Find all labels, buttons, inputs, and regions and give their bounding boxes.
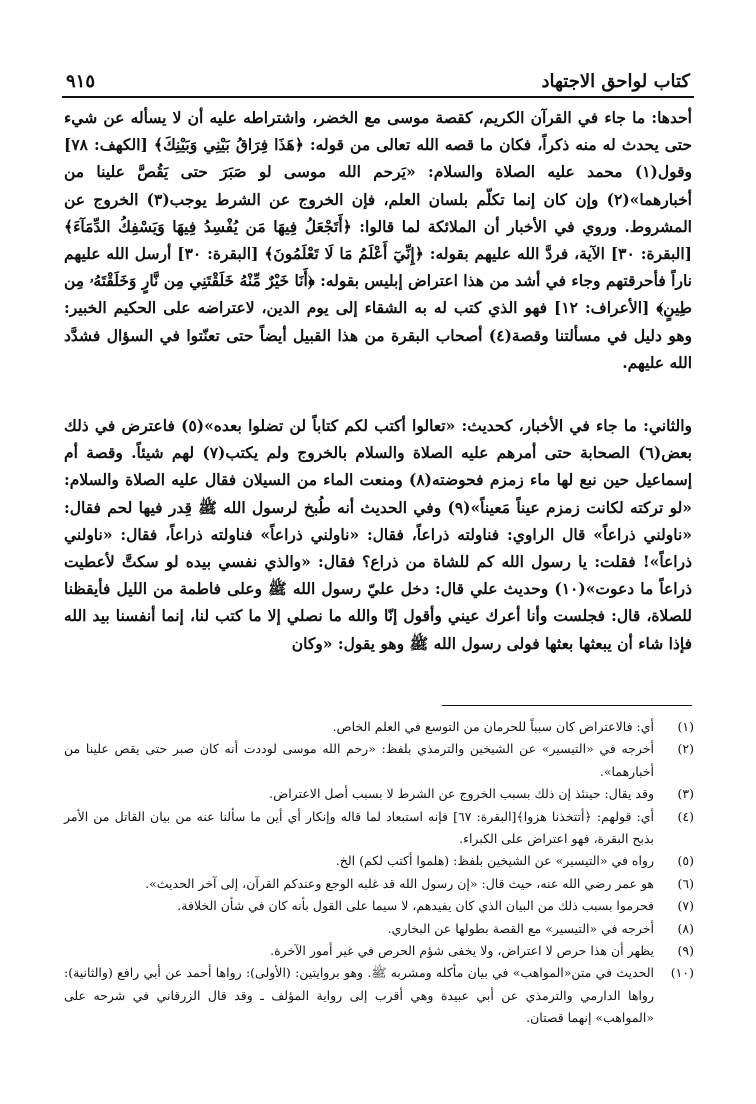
footnote: [64, 962, 694, 1029]
footnote-text: الحديث في متن«المواهب» في بيان مأكله ومشربه ﷺ. وهو بروايتين: (الأولى): رواها أحمد عن أبي رافع (والثانية): رواها الدارمي والترمذي عن أبي عبيدة وهي أقرب إلى رواية المؤلف ـ وقد قال الزرقاني في شرحه على «المواهب» إنهما قصتان.: [64, 965, 654, 1026]
header-rule: [62, 96, 694, 98]
footnote: [64, 716, 694, 738]
footnote-text: يظهر أن هذا حرص لا اعتراض، ولا يخفى شؤم الحرص في غير أمور الآخرة.: [270, 943, 654, 959]
footnote-text: رواه في «التيسير» عن الشيخين بلفظ: (هلموا أكتب لكم) الخ.: [335, 853, 654, 869]
footnote-text: فحرموا بسبب ذلك من البيان الذي كان يفيدهم، لا سيما على القول بأنه كان في شأن الخلافة.: [177, 898, 654, 914]
footnotes: [64, 716, 694, 1030]
footnote-rule: [442, 705, 692, 706]
footnote-number: (٦): [677, 875, 694, 891]
footnote-text: أي: قولهم: ﴿أتتخذنا هزوا﴾[البقرة: ٦٧] فإنه استبعاد لما قاله وإنكار أي أين ما سألنا عنه من بيان القاتل من الأمر بذبح البقرة، فهو اعتراض على الكبراء.: [64, 808, 654, 847]
footnote-number: (١): [677, 719, 694, 734]
page-header: [66, 64, 690, 92]
footnote-number: (٩): [677, 943, 694, 959]
footnote: [64, 940, 694, 962]
footnote: [64, 738, 694, 783]
footnote-number: (٤): [677, 808, 694, 824]
paragraph-first: أحدها: ما جاء في القرآن الكريم، كقصة موسى مع الخضر، واشتراطه عليه أن لا يسأله عن شيء حتى يحدث له منه ذكراً، فكان ما قصه الله تعالى من قوله: ﴿هَذَا فِرَاقُ بَيْنِي وَبَيْنِكَ﴾ [الكهف: ٧٨] وقول(١) محمد عليه الصلاة والسلام: «يَرحم الله موسى لو صَبَرَ حتى يَقُصَّ علينا من أخبارهما»(٢) وإن كان إنما تكلّم بلسان العلم، فإن الخروج عن الشرط يوجب(٣) الخروج عن المشروط. وروي في الأخبار أن الملائكة لما قالوا: ﴿أَتَجْعَلُ فِيهَا مَن يُفْسِدُ فِيهَا وَيَسْفِكُ الدِّمَآءَ﴾ [البقرة: ٣٠] الآية، فردَّ الله عليهم بقوله: ﴿إِنِّيٓ أَعْلَمُ مَا لَا تَعْلَمُونَ﴾ [البقرة: ٣٠] أرسل الله عليهم ناراً فأحرقتهم وجاء في أشد من هذا اعتراض إبليس بقوله: ﴿أَنَا خَيْرٌ مِّنْهُ خَلَقْتَنِي مِن نَّارٍ وَخَلَقْتَهُۥ مِن طِينٍ﴾ [الأعراف: ١٢] فهو الذي كتب له به الشقاء إلى يوم الدين، لاعتراضه على الحكيم الخبير: وهو دليل في مسألتنا وقصة(٤) أصحاب البقرة من هذا القبيل أيضاً حتى تعنّتوا في السؤال فشدَّد الله عليهم.: [64, 108, 693, 372]
footnote-number: (٥): [677, 853, 694, 869]
footnote-number: (١٠): [670, 965, 694, 981]
footnote: [64, 783, 694, 805]
footnote: [64, 918, 694, 940]
footnote-text: أخرجه في «التيسير» مع القصة بطولها عن البخاري.: [387, 920, 654, 936]
footnote-text: أخرجه في «التيسير» عن الشيخين والترمذي بلفظ: «رحم الله موسى لوددت أنه كان صبر حتى يقص علينا من أخبارهما».: [64, 741, 654, 779]
footnote: [64, 895, 694, 917]
footnote-text: هو عمر رضي الله عنه، حيث قال: «إن رسول الله قد غلبه الوجع وعندكم القرآن، إلى آخر الحديث».: [145, 875, 654, 891]
footnote-number: (٧): [677, 898, 694, 914]
running-title: كتاب لواحق الاجتهاد: [541, 71, 690, 92]
footnote: [64, 806, 694, 851]
footnote-number: (٨): [677, 920, 694, 936]
footnote: [64, 873, 694, 895]
footnote: [64, 850, 694, 872]
footnote-number: (٣): [677, 786, 694, 802]
footnote-text: أي: فالاعتراض كان سبباً للحرمان من التوسع في العلم الخاص.: [332, 719, 654, 734]
page-number: ٩١٥: [66, 71, 96, 92]
main-text: [64, 104, 692, 657]
paragraph-second: والثاني: ما جاء في الأخبار، كحديث: «تعالوا أكتب لكم كتاباً لن تضلوا بعده»(٥) فاعترض في ذلك بعض(٦) الصحابة حتى أمرهم عليه الصلاة والسلام بالخروج ولم يكتب(٧) لهم شيئاً. وقصة أم إسماعيل حين نبع لها ماء زمزم فحوضته(٨) ومنعت الماء من السيلان فقال عليه الصلاة والسلام: «لو تركته لكانت زمزم عيناً مَعيناً»(٩) وفي الحديث أنه طُبخ لرسول الله ﷺ قِدر فيها لحم فقال: «ناولني ذراعاً» قال الراوي: فناولته ذراعاً، فقال: «ناولني ذراعاً» فناولته ذراعاً، فقال: «ناولني ذراعاً»! فقلت: يا رسول الله كم للشاة من ذراع؟ فقال: «والذي نفسي بيده لو سكتَّ لأعطيت ذراعاً ما دعوت»(١٠) وحديث علي قال: دخل عليّ رسول الله ﷺ وعلى فاطمة من الليل فأيقظنا للصلاة، قال: فجلست وأنا أعرك عيني وأقول إنّا والله ما نصلي إلا ما كتب لنا، إنما أنفسنا بيد الله فإذا شاء أن يبعثها بعثها فولى رسول الله ﷺ وهو يقول: «وكان: [64, 416, 692, 653]
footnote-text: وقد يقال: حينئذ إن ذلك بسبب الخروج عن الشرط لا بسبب أصل الاعتراض.: [269, 786, 654, 802]
footnote-number: (٢): [677, 741, 694, 757]
